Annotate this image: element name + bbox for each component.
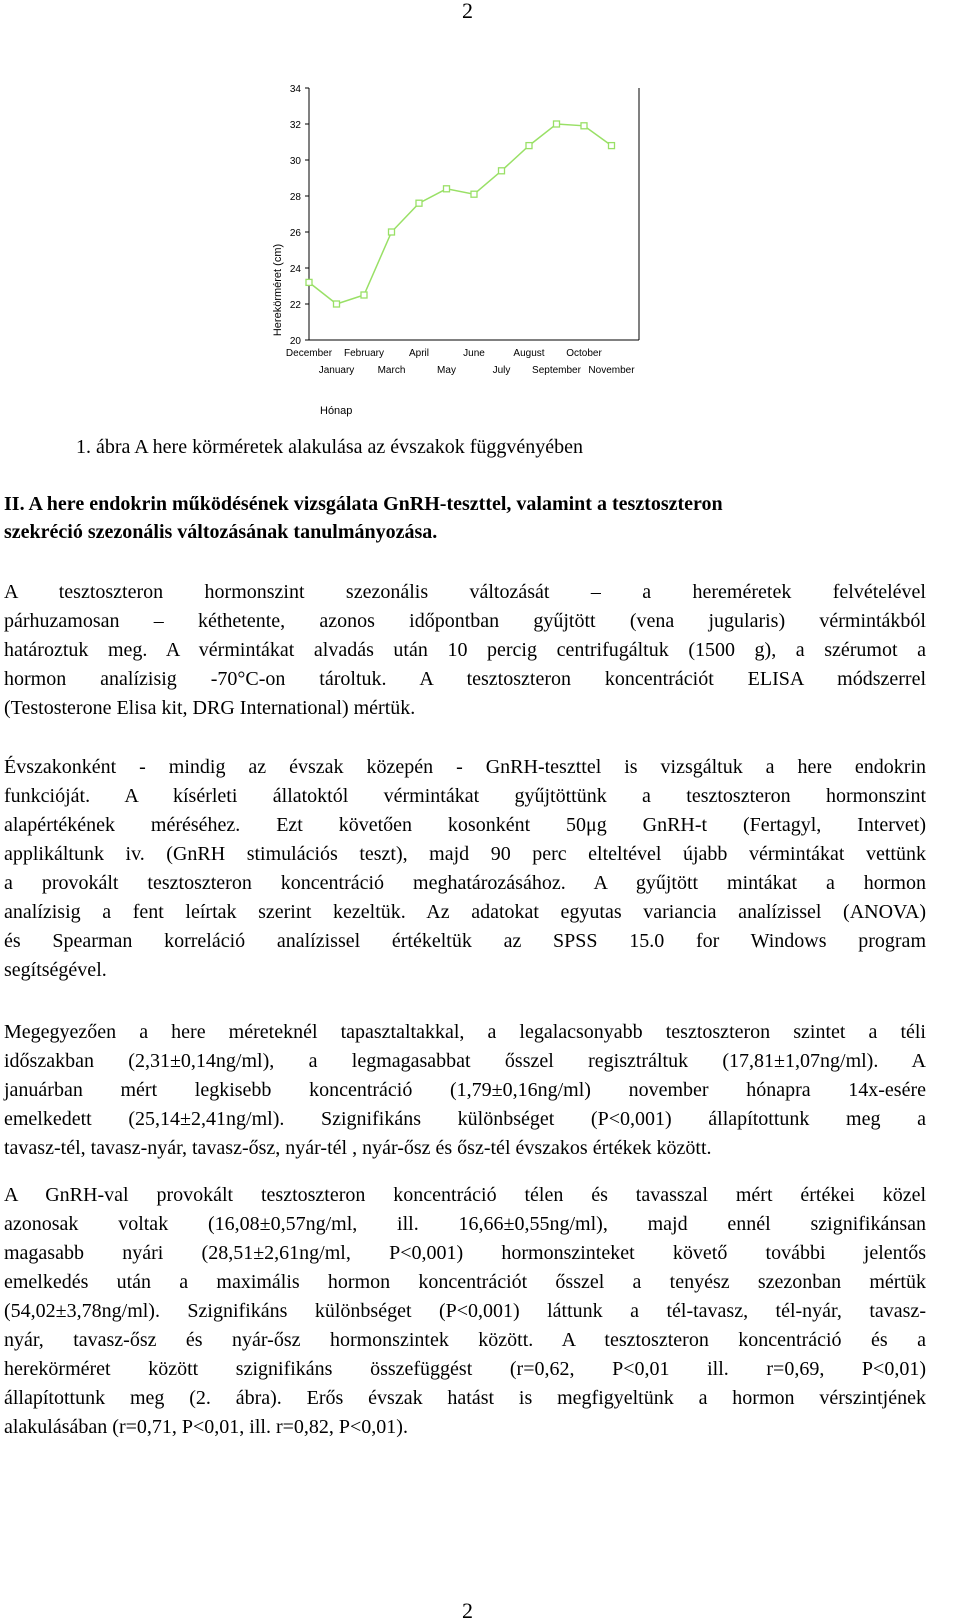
- x-tick-label: September: [532, 365, 581, 376]
- text-line: emelkedett (25,14±2,41ng/ml). Szignifikáns különbséget (P<0,001) állapítottunk meg a: [4, 1108, 926, 1130]
- text-line: Évszakonként - mindig az évszak közepén - GnRH-teszttel is vizsgáltuk a here endokrin: [4, 756, 926, 778]
- text-line: a provokált tesztoszteron koncentráció meghatározásához. A gyűjtött mintákat a hormon: [4, 872, 926, 894]
- x-tick-label: May: [437, 365, 456, 376]
- text-line: (54,02±3,78ng/ml). Szignifikáns különbséget (P<0,001) láttunk a tél-tavasz, tél-nyár, tavasz-: [4, 1300, 926, 1322]
- text-line: emelkedés után a maximális hormon koncentrációt ősszel a tenyész szezonban mértük: [4, 1271, 926, 1293]
- text-line: hormon analízisig -70°C-on tároltuk. A tesztoszteron koncentrációt ELISA módszerrel: [4, 668, 926, 690]
- x-tick-label: February: [343, 348, 385, 359]
- x-tick-label: July: [492, 365, 511, 376]
- y-axis-label: Herekörméret (cm): [272, 243, 284, 337]
- x-tick-label: March: [377, 365, 406, 376]
- x-tick-label: November: [588, 365, 635, 376]
- figure-caption: 1. ábra A here körméretek alakulása az évszakok függvényében: [76, 436, 583, 458]
- section-title-line: szekréció szezonális változásának tanulmányozása.: [4, 521, 438, 543]
- x-tick-label: December: [285, 348, 333, 359]
- text-line: és Spearman korreláció analízissel értékeltük az SPSS 15.0 for Windows program: [4, 930, 926, 952]
- text-line: alakulásában (r=0,71, P<0,01, ill. r=0,82, P<0,01).: [4, 1416, 408, 1438]
- text-line: állapítottunk meg (2. ábra). Erős évszak hatást is megfigyeltünk a hormon vérszintjének: [4, 1387, 926, 1409]
- text-line: segítségével.: [4, 959, 107, 981]
- data-point-marker: [471, 191, 477, 197]
- paragraph-methods-testosterone: [4, 578, 926, 723]
- text-line: A GnRH-val provokált tesztoszteron koncentráció télen és tavasszal mért értékei közel: [4, 1184, 926, 1206]
- chart-axes: [309, 88, 639, 340]
- x-tick-label: April: [408, 348, 430, 359]
- text-line: alapértékének méréséhez. Ezt követően kosonként 50μg GnRH-t (Fertagyl, Intervet): [4, 814, 926, 836]
- y-tick-label: 20: [289, 336, 301, 347]
- paragraph-results-gnrh: [4, 1181, 926, 1442]
- text-line: A tesztoszteron hormonszint szezonális változását – a hereméretek felvételével: [4, 581, 926, 603]
- data-point-marker: [499, 168, 505, 174]
- y-tick-label: 32: [289, 120, 301, 131]
- text-line: funkcióját. A kísérleti állatoktól vérmintákat gyűjtöttünk a tesztoszteron hormonszint: [4, 785, 926, 807]
- y-tick-label: 22: [289, 300, 301, 311]
- data-point-marker: [554, 121, 560, 127]
- data-point-marker: [334, 301, 340, 307]
- y-tick-label: 24: [289, 264, 301, 275]
- text-line: magasabb nyári (28,51±2,61ng/ml, P<0,001) hormonszinteket követő további jelentős: [4, 1242, 926, 1264]
- chart-x-labels: [286, 348, 635, 376]
- text-line: (Testosterone Elisa kit, DRG International) mértük.: [4, 697, 416, 719]
- page-number-top: 2: [462, 0, 473, 23]
- y-tick-label: 28: [289, 192, 301, 203]
- data-point-marker: [581, 123, 587, 129]
- text-line: nyár, tavasz-ősz és nyár-ősz hormonszintek között. A tesztoszteron koncentráció és a: [4, 1329, 926, 1351]
- text-line: párhuzamosan – kéthetente, azonos időpontban gyűjtött (vena jugularis) vérmintákból: [4, 610, 926, 632]
- data-point-marker: [444, 186, 450, 192]
- text-line: határoztuk meg. A vérmintákat alvadás után 10 percig centrifugáltuk (1500 g), a szérumot a: [4, 639, 926, 661]
- paragraph-methods-gnrh: [4, 753, 926, 985]
- text-line: időszakban (2,31±0,14ng/ml), a legmagasabbat ősszel regisztráltuk (17,81±1,07ng/ml). A: [4, 1050, 926, 1072]
- data-point-marker: [361, 292, 367, 298]
- text-line: Megegyezően a here méreteknél tapasztaltakkal, a legalacsonyabb tesztoszteron szintet a téli: [4, 1021, 926, 1043]
- text-line: applikáltunk iv. (GnRH stimulációs teszt), majd 90 perc elteltével újabb vérmintákat vettünk: [4, 843, 926, 865]
- data-point-marker: [306, 279, 312, 285]
- x-tick-label: January: [318, 365, 355, 376]
- x-axis-label: Hónap: [320, 405, 353, 417]
- text-line: tavasz-tél, tavasz-nyár, tavasz-ősz, nyár-tél , nyár-ősz és ősz-tél évszakos értékek között.: [4, 1137, 712, 1159]
- chart-series: [306, 121, 615, 307]
- text-line: azonosak voltak (16,08±0,57ng/ml, ill. 16,66±0,55ng/ml), majd ennél szignifikánsan: [4, 1213, 926, 1235]
- y-tick-label: 34: [289, 84, 301, 95]
- data-point-marker: [389, 229, 395, 235]
- x-tick-label: June: [463, 348, 485, 359]
- chart-ticks: [290, 84, 309, 347]
- data-point-marker: [609, 143, 615, 149]
- testis-circumference-chart: [0, 0, 960, 430]
- x-tick-label: August: [513, 348, 545, 359]
- text-line: analízisig a fent leírtak szerint kezeltük. Az adatokat egyutas variancia analízissel (ANOVA): [4, 901, 926, 923]
- page-number-bottom: 2: [462, 1598, 473, 1623]
- y-tick-label: 26: [289, 228, 301, 239]
- data-point-marker: [416, 200, 422, 206]
- x-tick-label: October: [566, 348, 602, 359]
- text-line: herekörméret között szignifikáns összefüggést (r=0,62, P<0,01 ill. r=0,69, P<0,01): [4, 1358, 926, 1380]
- paragraph-results-baseline: [4, 1018, 926, 1163]
- series-line: [309, 124, 612, 304]
- data-point-marker: [526, 143, 532, 149]
- text-line: januárban mért legkisebb koncentráció (1,79±0,16ng/ml) november hónapra 14x-esére: [4, 1079, 926, 1101]
- section-title-line: II. A here endokrin működésének vizsgálata GnRH-teszttel, valamint a tesztoszteron: [4, 493, 723, 515]
- y-tick-label: 30: [289, 156, 301, 167]
- section-title: [4, 490, 932, 546]
